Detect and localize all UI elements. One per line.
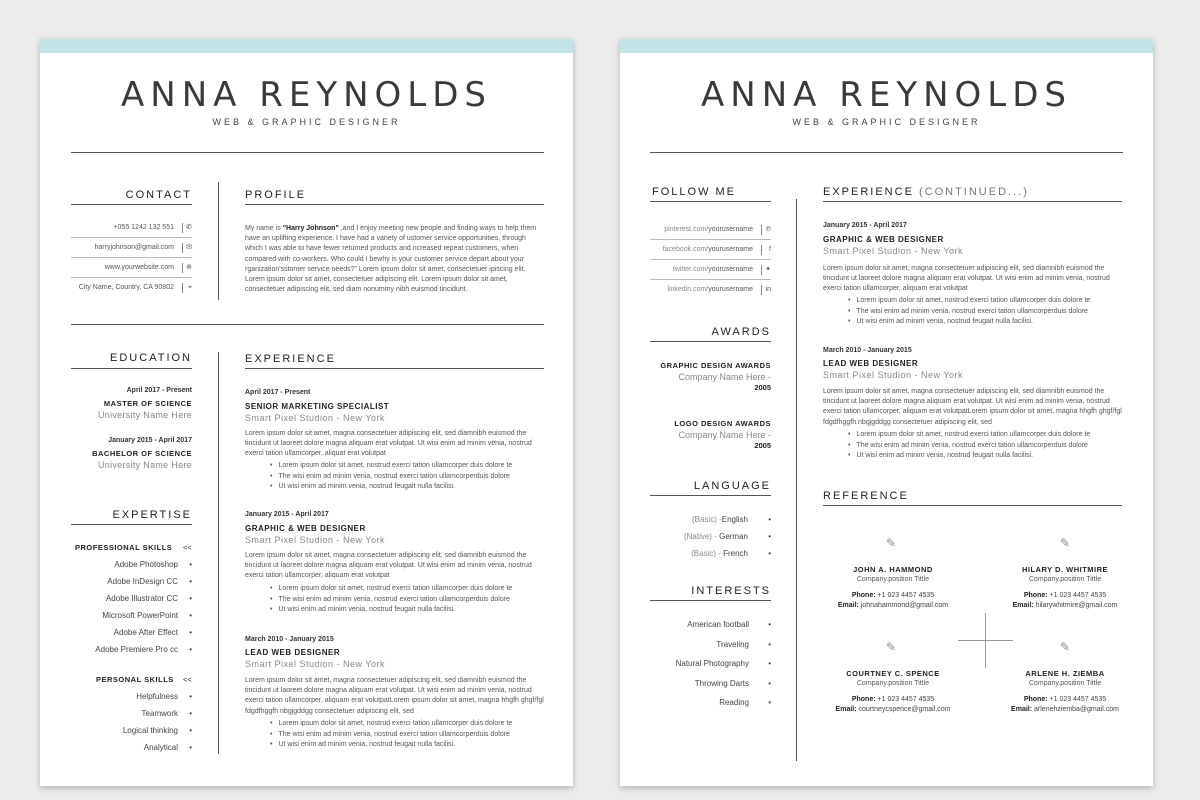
phone-icon: ✆ <box>182 223 192 233</box>
interest-dot: • <box>768 678 771 688</box>
language-name: English <box>721 515 748 524</box>
reference-phone <box>995 696 1135 703</box>
reference-name: JOHN A. HAMMOND <box>853 565 933 574</box>
reference-phone <box>823 696 963 703</box>
reference-position: Company.position Tittle <box>1028 576 1102 583</box>
skill-item <box>71 577 192 594</box>
social-link <box>664 226 753 233</box>
skill-dot: • <box>189 628 192 637</box>
social-row <box>650 220 771 240</box>
phone-value: +1 023 4457 4535 <box>877 592 935 599</box>
professional-skills-list <box>71 560 192 662</box>
education-school: University Name Here <box>97 410 192 420</box>
language-level: (Basic) - <box>691 515 722 524</box>
skill-dot: • <box>189 743 192 752</box>
reference-phone <box>823 592 963 599</box>
job-title: GRAPHIC & WEB DESIGNER <box>823 235 944 244</box>
job-description: Lorem ipsum dolor sit amet, magna consectetuer adipiscing elit, sed diamnibh euismod the tincidunt ut laoreet dolore magna aliquam erat volutpat. Ut wisi enim ad minim venia, nostrud exerci tation ullamcorper, aliquam erat volutpat <box>245 552 532 580</box>
twitter-icon: ✦ <box>761 265 771 275</box>
language-dot: • <box>768 532 771 541</box>
experience-continued-title <box>823 186 1029 198</box>
header-divider <box>650 152 1123 153</box>
skill-dot: • <box>189 645 192 654</box>
phone-label: Phone: <box>851 592 876 599</box>
profile-intro: My name is <box>245 225 283 232</box>
social-prefix: facebook.com/ <box>662 246 709 253</box>
award-name: LOGO DESIGN AWARDS <box>674 419 771 428</box>
language-list <box>650 515 771 566</box>
job-company: Smart Pixel Studion - New York <box>823 246 964 256</box>
contact-phone: +055 1242 132 551 <box>113 224 174 231</box>
follow-rule <box>650 201 771 202</box>
education-date: April 2017 - Present <box>126 387 192 394</box>
job-company: Smart Pixel Studion - New York <box>823 370 964 380</box>
job-bullet: • Ut wisi enim ad minim venia, nostrud feugait nulla facilisi. <box>848 317 1128 328</box>
phone-value: +1 023 4457 4535 <box>877 696 935 703</box>
education-date: January 2015 - April 2017 <box>108 437 192 444</box>
social-link <box>673 266 753 273</box>
language-name: French <box>723 549 748 558</box>
interest-dot: • <box>768 620 771 629</box>
column-divider <box>218 182 219 300</box>
job-bullet: • Ut wisi enim ad minim venia, nostrud feugait nulla facilisi. <box>270 740 550 751</box>
job-bullets <box>848 430 1128 462</box>
pinterest-icon: ℗ <box>761 225 771 235</box>
follow-title: FOLLOW ME <box>652 186 737 198</box>
job-company: Smart Pixel Studion - New York <box>245 413 386 423</box>
job-date: April 2017 - Present <box>245 389 311 396</box>
reference-email <box>995 602 1135 609</box>
job-bullet: • Lorem ipsum dolor sit amet, nostrud exerci tation ullamcorper duis dolore te <box>848 430 1128 441</box>
resume-page-1 <box>40 39 573 786</box>
experience-rule <box>245 368 544 369</box>
phone-label: Phone: <box>851 696 876 703</box>
education-degree: MASTER OF SCIENCE <box>103 399 192 408</box>
reference-name: ARLENE H. ZIEMBA <box>1025 669 1105 678</box>
interest-label: American football <box>687 620 749 629</box>
job-date: March 2010 - January 2015 <box>245 636 334 643</box>
contact-website: www.yourwebsite.com <box>104 264 174 271</box>
email-value: johnahammond@gmail.com <box>860 602 949 609</box>
feather-icon: ✎ <box>1060 536 1071 550</box>
social-link <box>663 246 753 253</box>
resume-subtitle: WEB & GRAPHIC DESIGNER <box>212 117 401 127</box>
job-date: March 2010 - January 2015 <box>823 347 912 354</box>
skill-label: Adobe Illustrator CC <box>105 594 178 603</box>
skill-item <box>71 726 192 743</box>
professional-skills-marker: << <box>183 543 192 552</box>
job-bullet: • Lorem ipsum dolor sit amet, nostrud exerci tation ullamcorper duis dolore te <box>270 719 550 730</box>
email-label: Email: <box>837 602 859 609</box>
skill-label: Teamwork <box>141 709 178 718</box>
experience-continued-label: (CONTINUED...) <box>918 186 1029 198</box>
experience-rule <box>823 201 1122 202</box>
job-description: Lorem ipsum dolor sit amet, magna consectetuer adipiscing elit, sed diamnibh euismod the tincidunt ut laoreet dolore magna aliquam erat volutpat. Ut wisi enim ad minim venia, nostrud exerci tation ullamcorper, aliquam erat volutpatLorem ipsum dolor sit amet, magna hhgfh ghgf/fgl fdgdfhggfh nbgjgddgg consectetuer adipiscing elit, sed <box>823 388 1122 426</box>
job-bullet: • The wisi enim ad minim venia, nostrud exerci tation ullamcorperduis dolore <box>270 730 550 741</box>
reference-name: COURTNEY C. SPENCE <box>846 669 940 678</box>
social-row <box>650 260 771 280</box>
award-name: GRAPHIC DESIGN AWARDS <box>660 361 771 370</box>
job-title: GRAPHIC & WEB DESIGNER <box>245 524 366 533</box>
language-name: German <box>719 532 748 541</box>
profile-body: ,and I enjoy meeting new people and finding ways to help them have an uplifting experience. I have had a variety of ustomer service opportunities, through which I was able to have fewer returned products and ncreased repeat customers, when compared with co-workers. Who could I bewhy is your customer service depart about your rganization'sstomer service needs?" Lorem ipsum dolor sit amet, consectetuer ipiscing elit. Lorem ipsum dolor sit amet, consectetuer adipiscing elit. Lorem ipsum dolor sit amet, consectetuer adipiscing elit, sed diam nonummy nibh euismod tincidunt. <box>245 225 537 294</box>
interest-dot: • <box>768 639 771 649</box>
job-bullet: • The wisi enim ad minim venia, nostrud exerci tation ullamcorperduis dolore <box>270 472 550 483</box>
experience-title: EXPERIENCE <box>245 353 336 365</box>
reference-cross-v <box>985 613 986 668</box>
job-date: January 2015 - April 2017 <box>245 511 329 518</box>
job-bullet: • The wisi enim ad minim venia, nostrud exerci tation ullamcorperduis dolore <box>848 307 1128 318</box>
skill-dot: • <box>189 726 192 735</box>
reference-email <box>823 706 963 713</box>
award-item <box>650 419 771 450</box>
job-date: January 2015 - April 2017 <box>823 222 907 229</box>
language-dot: • <box>768 549 771 558</box>
facebook-icon: f <box>761 245 771 255</box>
social-user: yourusername <box>708 286 753 293</box>
personal-skills-title: PERSONAL SKILLS <box>96 675 174 684</box>
education-item <box>71 387 192 420</box>
language-title: LANGUAGE <box>693 480 771 492</box>
profile-text <box>245 224 544 295</box>
job-description: Lorem ipsum dolor sit amet, magna consectetuer adipiscing elit, sed diamnibh euismod the tincidunt ut laoreet dolore magna aliquam erat volutpat. Ut wisi enim ad minim venia, nostrud exerci tation ullamcorper, aliquam erat volutpatLorem ipsum dolor sit amet, magna hhgfh ghgf/fgl fdgdfhggfh nbgjgddgg consectetuer adipiscing elit, sed <box>245 677 544 715</box>
skill-dot: • <box>189 611 192 620</box>
reference-name: HILARY D. WHITMIRE <box>1021 565 1109 574</box>
education-title: EDUCATION <box>110 352 192 364</box>
job-bullet: • The wisi enim ad minim venia, nostrud exerci tation ullamcorperduis dolore <box>270 595 550 606</box>
section-divider <box>71 324 544 325</box>
job-description: Lorem ipsum dolor sit amet, magna consectetuer adipiscing elit, sed diamnibh euismod the tincidunt ut laoreet dolore magna aliquam erat volutpat. Ut wisi enim ad minim venia, nostrud exerci tation ullamcorper, aliquam erat volutpat <box>823 265 1110 293</box>
job-description: Lorem ipsum dolor sit amet, magna consectetuer adipiscing elit, sed diamnibh euismod the tincidunt ut laoreet dolore magna aliquam erat volutpat. Ut wisi enim ad minim venia, nostrud exerci tation ullamcorper, aliquat erat volutpat <box>245 430 532 458</box>
social-prefix: pinterest.com/ <box>664 226 709 233</box>
award-company: Company Name Here - <box>678 372 771 382</box>
email-value: arlenehziemba@gmail.com <box>1034 706 1119 713</box>
social-prefix: twitter.com/ <box>672 266 709 273</box>
job-company: Smart Pixel Studion - New York <box>245 659 386 669</box>
reference-phone <box>995 592 1135 599</box>
skill-label: Adobe After Effect <box>113 628 178 637</box>
interests-list <box>650 620 771 718</box>
expertise-title: EXPERTISE <box>112 509 192 521</box>
skill-item <box>71 594 192 611</box>
phone-label: Phone: <box>1023 696 1048 703</box>
skill-item <box>71 743 192 760</box>
interest-item <box>650 659 771 679</box>
job-bullet: • Lorem ipsum dolor sit amet, nostrud exerci tation ullamcorper duis dolore te <box>848 296 1128 307</box>
education-degree: BACHELOR OF SCIENCE <box>92 449 192 458</box>
skill-dot: • <box>189 560 192 569</box>
skill-item <box>71 611 192 628</box>
interest-item <box>650 679 771 699</box>
reference-position: Company.position Tittle <box>856 576 930 583</box>
contact-rule <box>71 204 192 205</box>
social-link <box>667 286 753 293</box>
interest-label: Traveling <box>716 639 749 649</box>
job-bullet: • Ut wisi enim ad minim venia, nostrud feugait nulla facilisi. <box>270 482 550 493</box>
skill-dot: • <box>189 594 192 603</box>
interest-item <box>650 698 771 718</box>
skill-label: Logical thinking <box>122 726 178 735</box>
contact-address: City Name, Country, CA 90802 <box>78 284 174 291</box>
header-divider <box>71 152 544 153</box>
skill-dot: • <box>189 692 192 701</box>
skill-label: Helpfulness <box>136 692 178 701</box>
accent-bar <box>620 39 1153 53</box>
language-item <box>650 532 771 549</box>
job-title: LEAD WEB DESIGNER <box>823 359 919 368</box>
resume-name: ANNA REYNOLDS <box>121 75 492 115</box>
contact-row <box>71 258 192 278</box>
skill-label: Adobe Premiere Pro cc <box>95 645 178 654</box>
award-year: 2005 <box>754 441 771 450</box>
language-rule <box>650 495 771 496</box>
job-bullet: • Lorem ipsum dolor sit amet, nostrud exerci tation ullamcorper duis dolore te <box>270 461 550 472</box>
interest-label: Natural Photography <box>675 659 749 668</box>
profile-rule <box>245 204 544 205</box>
reference-position: Company.position Tittle <box>1028 680 1102 687</box>
awards-title: AWARDS <box>711 326 771 338</box>
experience-title-label: EXPERIENCE <box>823 186 914 198</box>
job-company: Smart Pixel Studion - New York <box>245 535 386 545</box>
job-bullet: • The wisi enim ad minim venia, nostrud exerci tation ullamcorperduis dolore <box>848 441 1128 452</box>
phone-value: +1 023 4457 4535 <box>1049 592 1107 599</box>
location-icon: ⌖ <box>182 283 192 293</box>
reference-position: Company.position Tittle <box>856 680 930 687</box>
skill-label: Adobe InDesign CC <box>107 577 178 586</box>
phone-value: +1 023 4457 4535 <box>1049 696 1107 703</box>
job-bullets <box>270 719 550 751</box>
language-item <box>650 549 771 566</box>
reference-email <box>995 706 1135 713</box>
accent-bar <box>40 39 573 53</box>
social-user: yourusername <box>708 226 753 233</box>
email-value: hilarywhitmire@gmail.com <box>1035 602 1118 609</box>
contact-row <box>71 218 192 238</box>
award-item <box>650 361 771 392</box>
skill-dot: • <box>189 709 192 718</box>
education-rule <box>71 368 192 369</box>
contact-row <box>71 278 192 298</box>
email-label: Email: <box>1012 602 1034 609</box>
social-user: yourusername <box>708 266 753 273</box>
award-company: Company Name Here - <box>678 430 771 440</box>
email-value: courtneycspence@gmail.com <box>858 706 951 713</box>
skill-item <box>71 645 192 662</box>
column-divider <box>796 199 797 761</box>
skill-item <box>71 709 192 726</box>
skill-item <box>71 692 192 709</box>
reference-title: REFERENCE <box>823 490 909 502</box>
linkedin-icon: in <box>761 285 771 295</box>
feather-icon: ✎ <box>1060 640 1071 654</box>
mail-icon: ✉ <box>182 243 192 253</box>
education-item <box>71 437 192 470</box>
contact-title: CONTACT <box>125 189 192 201</box>
job-bullet: • Ut wisi enim ad minim venia, nostrud feugait nulla facilisi. <box>270 605 550 616</box>
interest-label: Throwing Darts <box>694 678 749 688</box>
skill-label: Adobe Photoshop <box>114 560 178 569</box>
skill-item <box>71 560 192 577</box>
language-level: (Basic) - <box>691 549 724 558</box>
social-row <box>650 280 771 300</box>
interest-item <box>650 640 771 660</box>
resume-subtitle: WEB & GRAPHIC DESIGNER <box>792 117 981 127</box>
social-row <box>650 240 771 260</box>
interest-label: Reading <box>719 698 749 707</box>
job-title: LEAD WEB DESIGNER <box>245 648 341 657</box>
contact-email: harryjohnson@gmail.com <box>94 244 174 251</box>
social-prefix: linkedin.com/ <box>667 286 709 293</box>
social-user: yourusername <box>708 246 753 253</box>
language-item <box>650 515 771 532</box>
globe-icon: ⊕ <box>182 263 192 273</box>
feather-icon: ✎ <box>886 640 897 654</box>
interest-dot: • <box>768 659 771 668</box>
resume-page-2 <box>620 39 1153 786</box>
skill-label: Analytical <box>143 743 178 752</box>
personal-skills-list <box>71 692 192 760</box>
feather-icon: ✎ <box>886 536 897 550</box>
interest-item <box>650 620 771 640</box>
expertise-rule <box>71 524 192 525</box>
skill-dot: • <box>189 577 192 586</box>
job-bullet: • Ut wisi enim ad minim venia, nostrud feugait nulla facilisi. <box>848 451 1128 462</box>
interests-title: INTERESTS <box>691 585 771 597</box>
job-bullets <box>270 461 550 493</box>
resume-name: ANNA REYNOLDS <box>701 75 1072 115</box>
contact-row <box>71 238 192 258</box>
language-dot: • <box>768 515 771 524</box>
interests-rule <box>650 600 771 601</box>
reference-email <box>823 602 963 609</box>
job-bullets <box>270 584 550 616</box>
interest-dot: • <box>768 698 771 707</box>
profile-title: PROFILE <box>245 189 307 201</box>
email-label: Email: <box>835 706 857 713</box>
email-label: Email: <box>1011 706 1033 713</box>
award-year: 2005 <box>754 383 771 392</box>
skill-item <box>71 628 192 645</box>
column-divider <box>218 352 219 754</box>
job-title: SENIOR MARKETING SPECIALIST <box>245 402 390 411</box>
profile-bold-name: "Harry Johnson" <box>282 225 339 232</box>
skill-label: Microsoft PowerPoint <box>102 611 178 620</box>
language-level: (Native) - <box>683 532 720 541</box>
reference-rule <box>823 505 1122 506</box>
job-bullet: • Lorem ipsum dolor sit amet, nostrud exerci tation ullamcorper duis dolore te <box>270 584 550 595</box>
job-bullets <box>848 296 1128 328</box>
professional-skills-title: PROFESSIONAL SKILLS <box>75 543 173 552</box>
phone-label: Phone: <box>1023 592 1048 599</box>
personal-skills-marker: << <box>183 675 192 684</box>
education-school: University Name Here <box>97 460 192 470</box>
awards-rule <box>650 341 771 342</box>
